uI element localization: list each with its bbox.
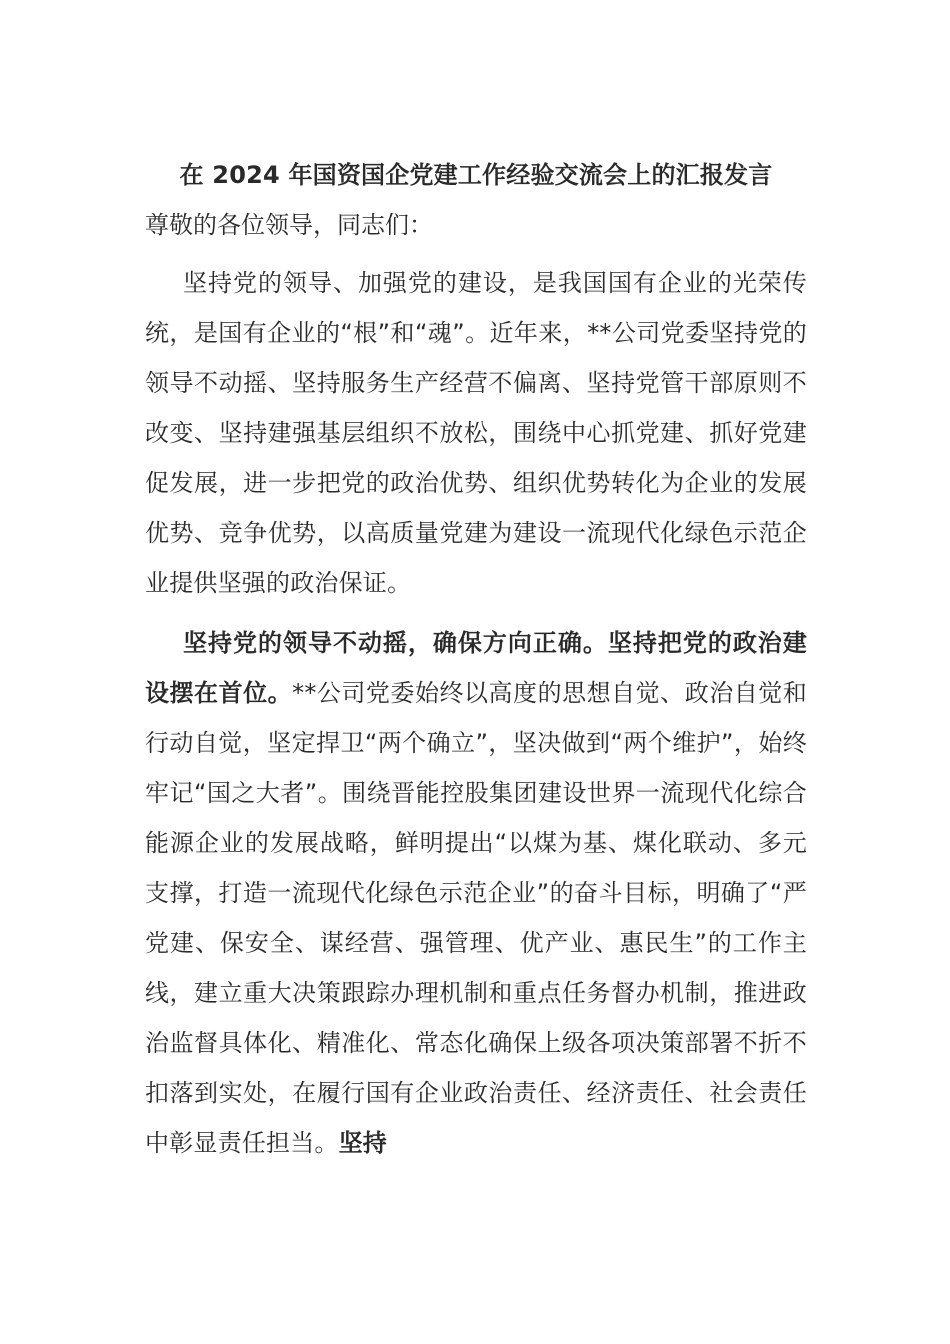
paragraph-intro: 坚持党的领导、加强党的建设，是我国国有企业的光荣传统，是国有企业的“根”和“魂”。近年来，**公司党委坚持党的领导不动摇、坚持服务生产经营不偏离、坚持党管干部原则不改变、坚持建强基层组织不放松，围绕中心抓党建、抓好党建促发展，进一步把党的政治优势、组织优势转化为企业的发展优势、竞争优势，以高质量党建为建设一流现代化绿色示范企业提供坚强的政治保证。 [145, 269, 807, 597]
document-body [145, 150, 807, 1168]
document-title: 在 2024 年国资国企党建工作经验交流会上的汇报发言 [179, 161, 773, 189]
paragraph-party-leadership [145, 618, 807, 1168]
paragraph-trailing-heading: 坚持 [338, 1129, 388, 1157]
salutation: 尊敬的各位领导，同志们： [145, 211, 433, 239]
paragraph-body-text: **公司党委始终以高度的思想自觉、政治自觉和行动自觉，坚定捍卫“两个确立”，坚决做到“两个维护”，始终牢记“国之大者”。围绕晋能控股集团建设世界一流现代化综合能源企业的发展战略，鲜明提出“以煤为基、煤化联动、多元支撑，打造一流现代化绿色示范企业”的奋斗目标，明确了“严党建、保安全、谋经营、强管理、优产业、惠民生”的工作主线，建立重大决策跟踪办理机制和重点任务督办机制，推进政治监督具体化、精准化、常态化确保上级各项决策部署不折不扣落到实处，在履行国有企业政治责任、经济责任、社会责任中彰显责任担当。 [145, 679, 807, 1157]
paragraph-lead-heading: 坚持党的领导不动摇，确保方向正确。坚持把党的政治建设摆在首位。 [145, 629, 807, 707]
